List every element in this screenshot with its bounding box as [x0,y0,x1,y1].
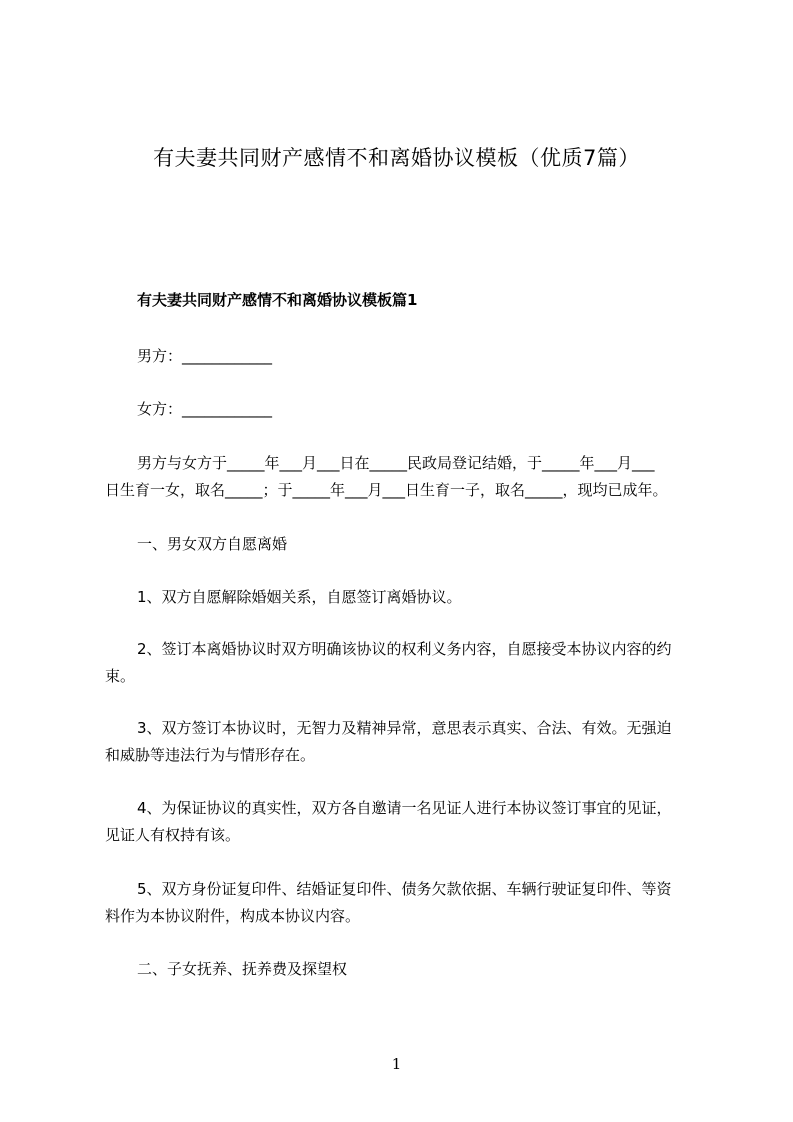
husband-field-line: 男方：____________ [137,347,273,365]
clause-5-line-1: 5、双方身份证复印件、结婚证复印件、债务欠款依据、车辆行驶证复印件、等资 [137,880,672,898]
clause-3-line-1: 3、双方签订本协议时，无智力及精神异常，意思表示真实、合法、有效。无强迫 [137,719,672,737]
clause-1: 1、双方自愿解除婚姻关系，自愿签订离婚协议。 [137,588,462,606]
intro-line-2: 日生育一女，取名_____；于_____年___月___日生育一子，取名_____，现均已成年。 [105,481,668,499]
intro-line-1: 男方与女方于_____年___月___日在_____民政局登记结婚，于_____年___月___ [137,454,655,472]
clause-4-line-1: 4、为保证协议的真实性，双方各自邀请一名见证人进行本协议签订事宜的见证， [137,799,672,817]
clause-5-line-2: 料作为本协议附件，构成本协议内容。 [105,907,361,925]
document-title: 有夫妻共同财产感情不和离婚协议模板（优质7篇） [153,146,640,170]
clause-2-line-2: 束。 [105,667,136,685]
page-number: 1 [391,1055,402,1073]
clause-2-line-1: 2、签订本离婚协议时双方明确该协议的权利义务内容，自愿接受本协议内容的约 [137,640,672,658]
section-title: 有夫妻共同财产感情不和离婚协议模板篇1 [137,291,418,309]
wife-field-line: 女方：____________ [137,400,273,418]
heading-child-custody: 二、子女抚养、抚养费及探望权 [137,960,348,978]
heading-voluntary-divorce: 一、男女双方自愿离婚 [137,535,288,553]
clause-3-line-2: 和威胁等违法行为与情形存在。 [105,746,316,764]
clause-4-line-2: 见证人有权持有该。 [105,826,241,844]
